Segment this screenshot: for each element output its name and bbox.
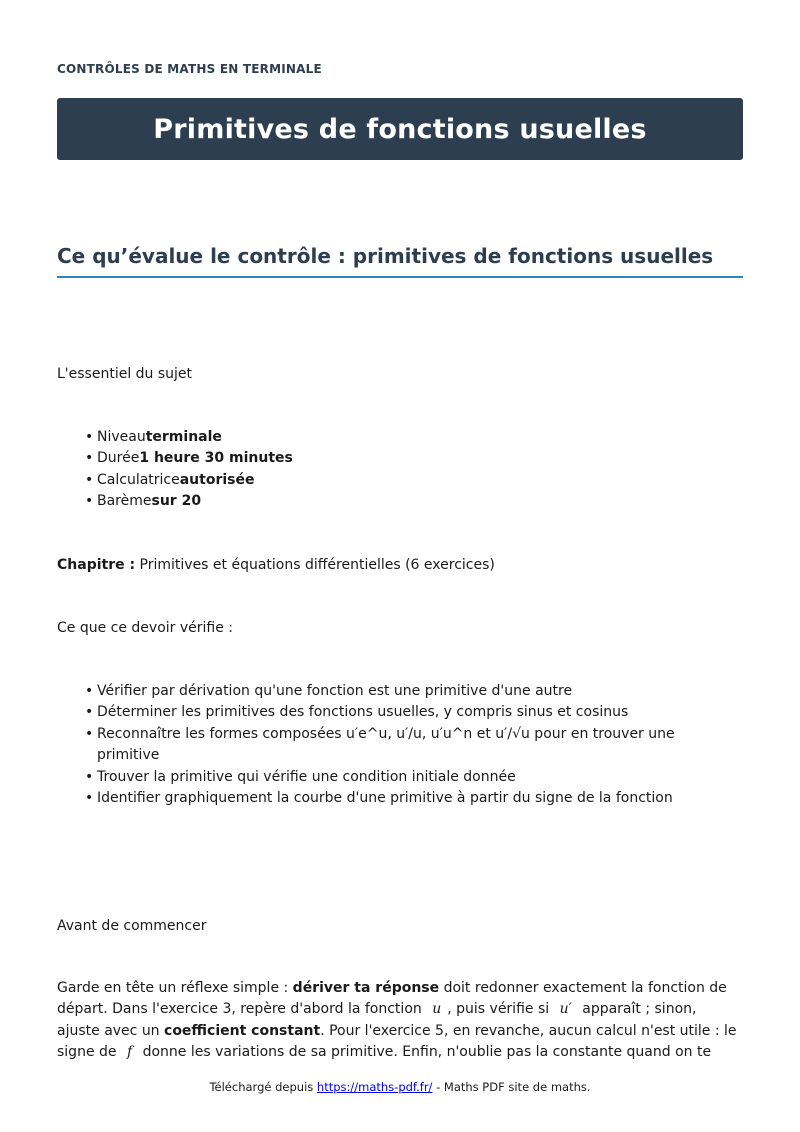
list-item: • Reconnaître les formes composées u′e^u, u′/u, u′u^n et u′/√u pour en trouver une primitive xyxy=(97,724,697,767)
footer-link[interactable]: https://maths-pdf.fr/ xyxy=(316,1080,433,1094)
list-item: • Niveauterminale xyxy=(97,427,293,448)
list-item: • Identifier graphiquement la courbe d'une primitive à partir du signe de la fonction xyxy=(97,788,697,809)
verifie-list xyxy=(97,681,697,809)
essentiel-label: L'essentiel du sujet xyxy=(57,366,193,382)
list-item: • Calculatriceautorisée xyxy=(97,470,293,491)
list-item: • Durée1 heure 30 minutes xyxy=(97,448,293,469)
chapter-value: Primitives et équations différentielles (6 exercices) xyxy=(139,557,495,573)
page-title: Primitives de fonctions usuelles xyxy=(153,113,647,145)
chapter-label: Chapitre : xyxy=(57,557,136,573)
list-item: • Déterminer les primitives des fonctions usuelles, y compris sinus et cosinus xyxy=(97,702,697,723)
advice-paragraph: Garde en tête un réflexe simple : dériver ta réponse doit redonner exactement la fonction de départ. Dans l'exercice 3, repère d'abord la fonction u , puis vérifie si u′ apparaît ; sinon, ajuste avec un coefficient constant. Pour l'exercice 5, en revanche, aucun calcul n'est utile : le signe de f donne les variations de sa primitive. Enfin, n'oublie pas la constante quand on te xyxy=(57,980,737,1061)
page-footer: Téléchargé depuis https://maths-pdf.fr/ - Maths PDF site de maths. xyxy=(209,1080,591,1094)
math-u-prime: u′ xyxy=(559,1001,572,1018)
list-item: • Trouver la primitive qui vérifie une condition initiale donnée xyxy=(97,767,697,788)
verifie-label: Ce que ce devoir vérifie : xyxy=(57,620,234,636)
title-banner xyxy=(57,98,743,160)
list-item: • Vérifier par dérivation qu'une fonction est une primitive d'une autre xyxy=(97,681,697,702)
chapter-line xyxy=(57,557,495,573)
math-u: u xyxy=(432,1001,442,1018)
list-item: • Barèmesur 20 xyxy=(97,491,293,512)
math-f: f xyxy=(126,1044,133,1061)
series-kicker: CONTRÔLES DE MATHS EN TERMINALE xyxy=(57,62,322,76)
essentiel-list xyxy=(97,427,293,513)
avant-label: Avant de commencer xyxy=(57,918,207,934)
section-heading: Ce qu’évalue le contrôle : primitives de fonctions usuelles xyxy=(57,244,743,278)
